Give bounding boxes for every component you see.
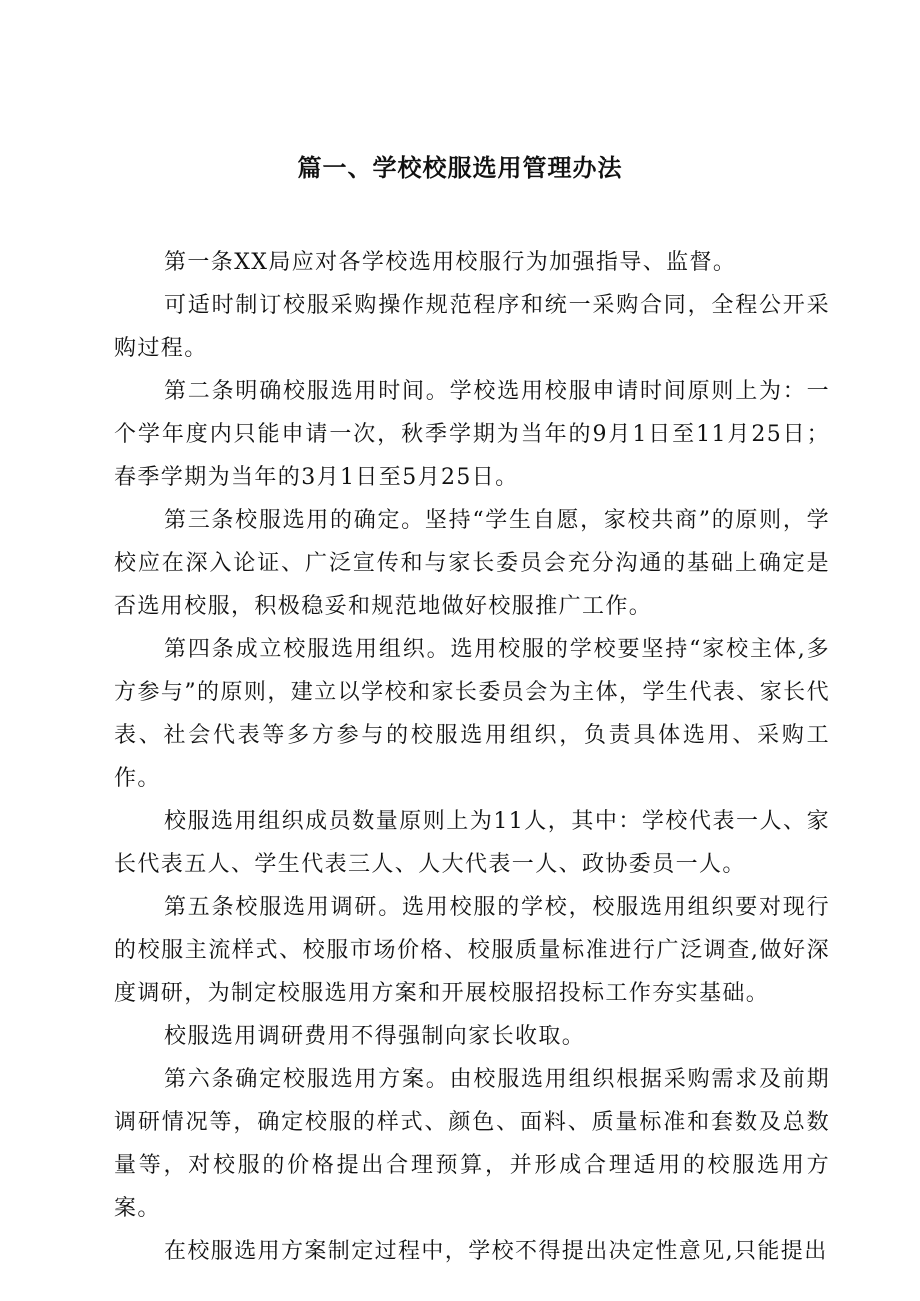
document-body bbox=[114, 241, 830, 1273]
article-4-paragraph: 第四条成立校服选用组织。选用校服的学校要坚持“家校主体,多方参与”的原则，建立以学校和家长委员会为主体，学生代表、家长代表、社会代表等多方参与的校服选用组织，负责具体选用、采购工作。 bbox=[114, 637, 830, 791]
committee-members-paragraph: 校服选用组织成员数量原则上为11人，其中：学校代表一人、家长代表五人、学生代表三人、人大代表一人、政协委员一人。 bbox=[114, 809, 830, 877]
procurement-paragraph: 可适时制订校服采购操作规范程序和统一采购合同，全程公开采购过程。 bbox=[114, 293, 830, 361]
plan-drafting-paragraph: 在校服选用方案制定过程中，学校不得提出决定性意见,只能提出 bbox=[164, 1239, 828, 1264]
document-title: 篇一、学校校服选用管理办法 bbox=[297, 154, 623, 182]
article-2-paragraph: 第二条明确校服选用时间。学校选用校服申请时间原则上为：一个学年度内只能申请一次，秋季学期为当年的9月1日至11月25日；春季学期为当年的3月1日至5月25日。 bbox=[114, 379, 830, 490]
article-3-paragraph: 第三条校服选用的确定。坚持“学生自愿，家校共商”的原则，学校应在深入论证、广泛宣传和与家长委员会充分沟通的基础上确定是否选用校服，积极稳妥和规范地做好校服推广工作。 bbox=[114, 508, 830, 619]
research-fee-paragraph: 校服选用调研费用不得强制向家长收取。 bbox=[164, 1024, 586, 1049]
article-1-paragraph: 第一条XX局应对各学校选用校服行为加强指导、监督。 bbox=[164, 250, 737, 275]
article-5-paragraph: 第五条校服选用调研。选用校服的学校，校服选用组织要对现行的校服主流样式、校服市场价格、校服质量标准进行广泛调查,做好深度调研，为制定校服选用方案和开展校服招投标工作夯实基础。 bbox=[114, 895, 830, 1006]
article-6-paragraph: 第六条确定校服选用方案。由校服选用组织根据采购需求及前期调研情况等，确定校服的样式、颜色、面料、质量标准和套数及总数量等，对校服的价格提出合理预算，并形成合理适用的校服选用方案。 bbox=[114, 1067, 830, 1221]
